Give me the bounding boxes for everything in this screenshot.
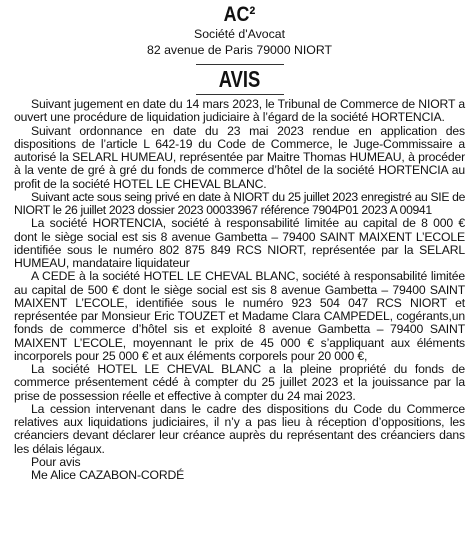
notice-body	[14, 98, 465, 482]
paragraph-claims: La cession intervenant dans le cadre des dispositions du Code du Commerce relatives aux liquidations judiciaires, il n’y a pas lieu à réception d’oppositions, les créanciers devant déclarer leur créance auprès du représentant des créanciers dans les délais légaux.	[14, 401, 465, 456]
paragraph-deed: Suivant acte sous seing privé en date à NIORT du 25 juillet 2023 enregistré au SIE de NIORT le 26 juillet 2023 dossier 2023 00033967 référence 7904P01 2023 A 00941	[14, 189, 465, 217]
firm-logo: AC²	[223, 3, 256, 26]
closing-formula: Pour avis	[31, 454, 81, 469]
notice-title: AVIS	[218, 66, 261, 92]
header-divider	[196, 64, 284, 65]
title-divider	[196, 94, 284, 95]
firm-name: Société d'Avocat	[194, 27, 285, 41]
paragraph-seller: La société HORTENCIA, société à responsabilité limitée au capital de 8 000 € dont le siège social est sis 8 avenue Gambetta – 79400 SAINT MAIXENT L’ECOLE identifiée sous le numéro 802 875 849 RCS NIORT, représentée par la SELARL HUMEAU, mandataire liquidateur	[14, 216, 465, 270]
paragraph-judgment: Suivant jugement en date du 14 mars 2023, le Tribunal de Commerce de NIORT a ouvert une procédure de liquidation judiciaire à l’égard de la société HORTENCIA.	[14, 97, 465, 125]
paragraph-ownership: La société HOTEL LE CHEVAL BLANC a la pleine propriété du fonds de commerce présentement cédé à compter du 25 juillet 2023 et la jouissance par la prise de possession réelle et effective à compter du 24 mai 2023.	[14, 362, 465, 403]
paragraph-buyer: A CEDE à la société HOTEL LE CHEVAL BLANC, société à responsabilité limitée au capital de 500 € dont le siège social est sis 8 avenue Gambetta – 79400 SAINT MAIXENT L’ECOLE, identifiée sous le numéro 923 504 047 RCS NIORT et représentée par Monsieur Eric TOUZET et Madame Clara CAMPEDEL, cogérants,un fonds de commerce d’hôtel sis et exploité 8 avenue Gambetta – 79400 SAINT MAIXENT L’ECOLE, moyennant le prix de 45 000 € s’appliquant aux éléments incorporels pour 25 000 € et aux éléments corporels pour 20 000 €,	[14, 269, 465, 363]
signatory: Me Alice CAZABON-CORDÉ	[31, 468, 185, 482]
firm-address: 82 avenue de Paris 79000 NIORT	[146, 42, 333, 57]
paragraph-ordinance: Suivant ordonnance en date du 23 mai 2023 rendue en application des dispositions de l’article L 642-19 du Code de Commerce, le Juge-Commissaire a autorisé la SELARL HUMEAU, représentée par Maitre Thomas HUMEAU, à procéder à la vente de gré à gré du fonds de commerce d’hôtel de la société HORTENCIA au profit de la société HOTEL LE CHEVAL BLANC.	[14, 123, 465, 191]
